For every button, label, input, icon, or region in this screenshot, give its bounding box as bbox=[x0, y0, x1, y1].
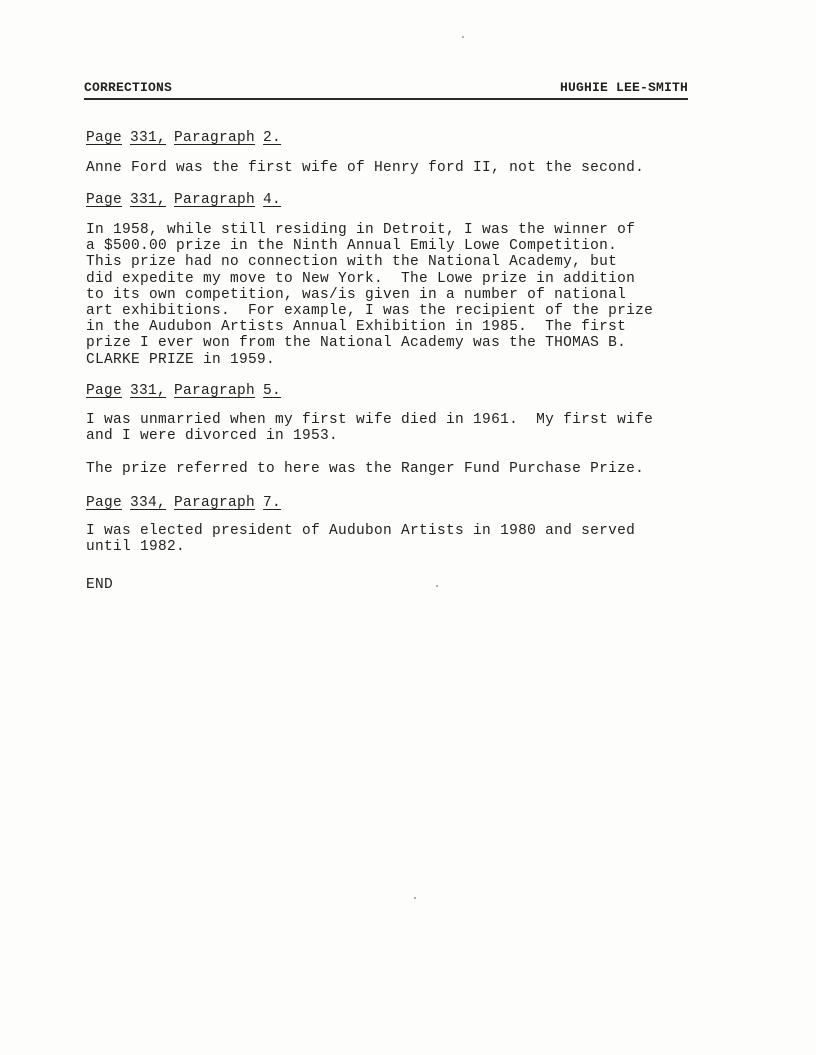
heading-paragraph-number: 5. bbox=[263, 383, 282, 399]
heading-paragraph-number: 2. bbox=[263, 130, 282, 146]
end-marker: END bbox=[86, 577, 114, 593]
heading-page-number: 331, bbox=[130, 130, 167, 146]
correction-text: In 1958, while still residing in Detroit, I was the winner of a $500.00 prize in the Ninth Annual Emily Lowe Competition. This prize had no connection with the National Academy, but did expedite my move to New York. The Lowe prize in addition to its own competition, was/is given in a number of national art exhibitions. For example, I was the recipient of the prize in the Audubon Artists Annual Exhibition in 1985. The first prize I ever won from the National Academy was the THOMAS B. CLARKE PRIZE in 1959. bbox=[86, 222, 654, 368]
correction-text: The prize referred to here was the Ranger Fund Purchase Prize. bbox=[86, 461, 645, 477]
heading-page-number: 331, bbox=[130, 192, 167, 208]
heading-paragraph-word: Paragraph bbox=[174, 383, 256, 399]
section-heading bbox=[86, 192, 281, 208]
header-title: CORRECTIONS bbox=[84, 80, 173, 95]
heading-page-word: Page bbox=[86, 130, 123, 146]
heading-paragraph-word: Paragraph bbox=[174, 130, 256, 146]
heading-page-number: 334, bbox=[130, 495, 167, 511]
section-heading bbox=[86, 383, 281, 399]
heading-paragraph-word: Paragraph bbox=[174, 192, 256, 208]
correction-text: I was elected president of Audubon Artists in 1980 and served until 1982. bbox=[86, 523, 636, 556]
scan-speck bbox=[414, 897, 416, 899]
header-author: HUGHIE LEE-SMITH bbox=[559, 80, 688, 95]
heading-paragraph-number: 7. bbox=[263, 495, 282, 511]
heading-page-number: 331, bbox=[130, 383, 167, 399]
heading-page-word: Page bbox=[86, 192, 123, 208]
heading-page-word: Page bbox=[86, 495, 123, 511]
heading-paragraph-word: Paragraph bbox=[174, 495, 256, 511]
page-header bbox=[84, 80, 688, 100]
section-heading bbox=[86, 495, 281, 511]
heading-page-word: Page bbox=[86, 383, 123, 399]
scan-speck bbox=[436, 585, 438, 587]
correction-text: Anne Ford was the first wife of Henry ford II, not the second. bbox=[86, 160, 645, 176]
scan-speck bbox=[462, 36, 464, 38]
section-heading bbox=[86, 130, 281, 146]
heading-paragraph-number: 4. bbox=[263, 192, 282, 208]
correction-text: I was unmarried when my first wife died in 1961. My first wife and I were divorced in 1953. bbox=[86, 412, 654, 445]
